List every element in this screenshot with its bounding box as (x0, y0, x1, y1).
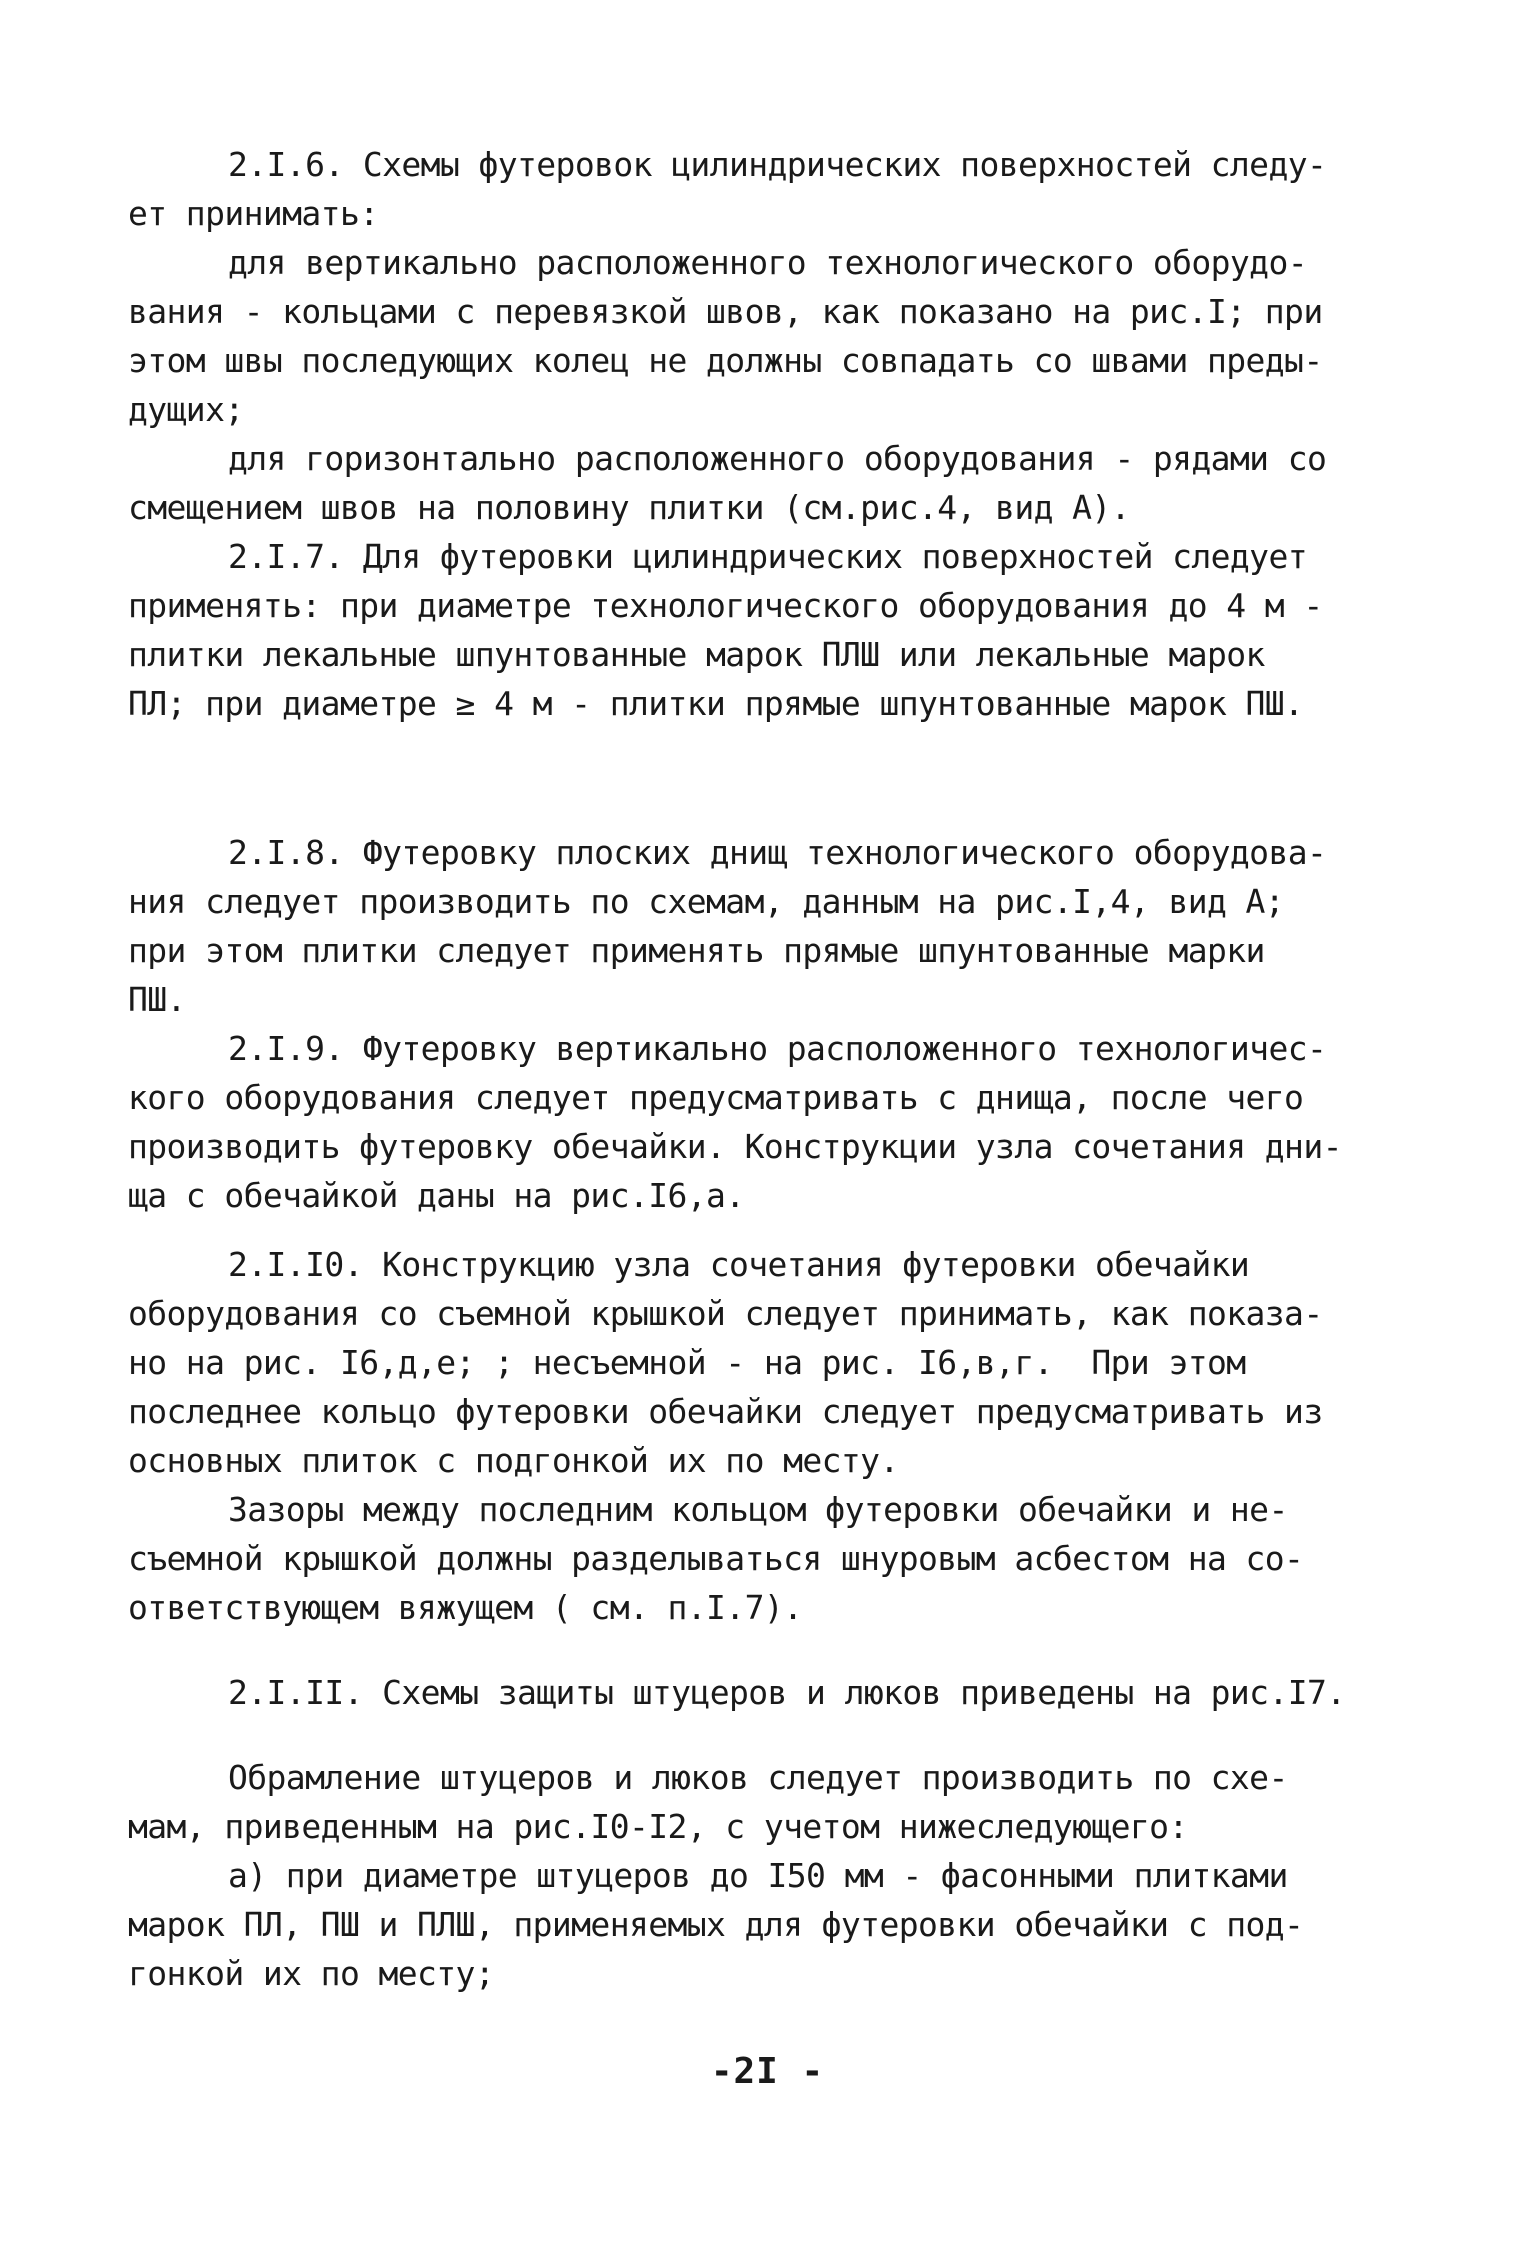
text-line: Зазоры между последним кольцом футеровки обечайки и не- (228, 1490, 1288, 1529)
text-line: марок ПЛ, ПШ и ПЛШ, применяемых для футеровки обечайки с под- (128, 1905, 1304, 1944)
text-line: ПШ. (128, 980, 186, 1019)
text-line: производить футеровку обечайки. Конструкции узла сочетания дни- (128, 1127, 1342, 1166)
text-line: этом швы последующих колец не должны совпадать со швами преды- (128, 341, 1323, 380)
text-line: основных плиток с подгонкой их по месту. (128, 1441, 899, 1480)
text-line: при этом плитки следует применять прямые шпунтованные марки (128, 931, 1265, 970)
document-body (128, 140, 1418, 1998)
text-line: ответствующем вяжущем ( см. п.I.7). (128, 1588, 803, 1627)
text-line: для вертикально расположенного технологического оборудо- (228, 243, 1307, 282)
text-line: ща с обечайкой даны на рис.I6,а. (128, 1176, 745, 1215)
text-line: но на рис. I6,д,е; ; несъемной - на рис. I6,в,г. При этом (128, 1343, 1246, 1382)
text-line: ПЛ; при диаметре ≥ 4 м - плитки прямые шпунтованные марок ПШ. (128, 684, 1304, 723)
text-line: 2.I.II. Схемы защиты штуцеров и люков приведены на рис.I7. (228, 1673, 1346, 1712)
text-line: 2.I.9. Футеровку вертикально расположенного технологичес- (228, 1029, 1327, 1068)
text-line: ния следует производить по схемам, данным на рис.I,4, вид А; (128, 882, 1285, 921)
text-line: а) при диаметре штуцеров до I50 мм - фасонными плитками (228, 1856, 1288, 1895)
text-line: 2.I.6. Схемы футеровок цилиндрических поверхностей следу- (228, 145, 1327, 184)
text-line: ет принимать: (128, 194, 379, 233)
text-line: кого оборудования следует предусматривать с днища, после чего (128, 1078, 1304, 1117)
text-line: гонкой их по месту; (128, 1954, 495, 1993)
text-line: оборудования со съемной крышкой следует принимать, как показа- (128, 1294, 1323, 1333)
text-line: последнее кольцо футеровки обечайки следует предусматривать из (128, 1392, 1323, 1431)
text-line: смещением швов на половину плитки (см.рис.4, вид А). (128, 488, 1130, 527)
text-line: применять: при диаметре технологического оборудования до 4 м - (128, 586, 1323, 625)
text-line: плитки лекальные шпунтованные марок ПЛШ или лекальные марок (128, 635, 1265, 674)
text-line: для горизонтально расположенного оборудования - рядами со (228, 439, 1327, 478)
text-line: 2.I.7. Для футеровки цилиндрических поверхностей следует (228, 537, 1307, 576)
text-line: дущих; (128, 390, 244, 429)
text-line: 2.I.8. Футеровку плоских днищ технологического оборудова- (228, 833, 1327, 872)
text-line: 2.I.I0. Конструкцию узла сочетания футеровки обечайки (228, 1245, 1250, 1284)
page-number: -2I - (710, 2051, 825, 2092)
text-line: съемной крышкой должны разделываться шнуровым асбестом на со- (128, 1539, 1304, 1578)
text-line: Обрамление штуцеров и люков следует производить по схе- (228, 1758, 1288, 1797)
text-line: мам, приведенным на рис.I0-I2, с учетом нижеследующего: (128, 1807, 1188, 1846)
text-line: вания - кольцами с перевязкой швов, как показано на рис.I; при (128, 292, 1323, 331)
